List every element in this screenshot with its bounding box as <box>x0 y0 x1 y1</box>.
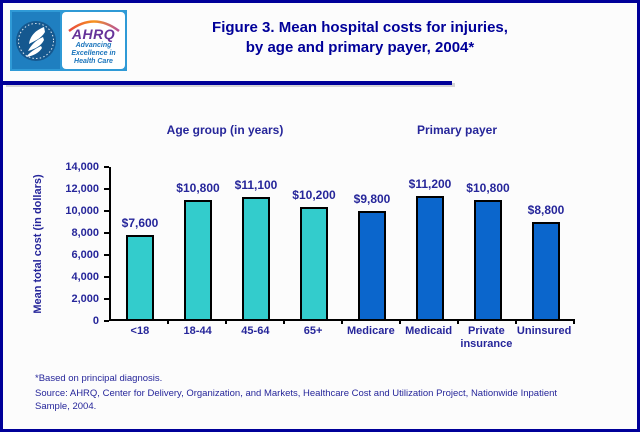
y-tick-label: 14,000 <box>65 161 99 173</box>
x-tick-mark <box>341 319 343 324</box>
x-tick-mark <box>167 319 169 324</box>
bar--18 <box>126 235 154 319</box>
tagline-line: Health Care <box>74 57 113 65</box>
figure-title <box>160 18 560 58</box>
bar-value-label: $11,200 <box>408 177 452 191</box>
footer <box>35 372 595 413</box>
bar-medicaid <box>416 196 444 319</box>
bar-value-label: $10,800 <box>466 181 510 195</box>
header-divider <box>3 81 452 85</box>
tagline-line: Excellence in <box>71 49 116 57</box>
figure-title-line1: Figure 3. Mean hospital costs for injuries, <box>212 19 508 36</box>
group-label-age: Age group (in years) <box>166 123 284 137</box>
x-tick-mark <box>225 319 227 324</box>
y-tick-label: 8,000 <box>71 227 99 239</box>
source-note: Source: AHRQ, Center for Delivery, Organization, and Markets, Healthcare Cost and Utilization Project, Nationwide Inpatient Sample, 2004. <box>35 388 558 412</box>
x-tick-label: Medicaid <box>405 325 453 337</box>
bar-value-label: $10,200 <box>292 188 336 202</box>
bar-value-label: $11,100 <box>234 178 278 192</box>
ahrq-hhs-logo <box>10 10 127 71</box>
x-tick-mark <box>457 319 459 324</box>
ahrq-wordmark: AHRQ <box>71 25 116 42</box>
y-tick-label: 6,000 <box>71 249 99 261</box>
y-tick-mark <box>104 210 109 212</box>
bar-45-64 <box>242 197 270 319</box>
y-tick-label: 4,000 <box>71 271 99 283</box>
bar-medicare <box>358 211 386 319</box>
x-axis-labels <box>111 325 573 351</box>
y-tick-mark <box>104 254 109 256</box>
x-tick-mark <box>515 319 517 324</box>
x-tick-label: 45-64 <box>241 325 270 337</box>
bar-value-label: $10,800 <box>176 181 220 195</box>
y-axis-title: Mean total cost (in dollars) <box>32 174 44 314</box>
y-tick-mark <box>104 298 109 300</box>
x-tick-label: Uninsured <box>516 325 572 337</box>
y-tick-mark <box>104 276 109 278</box>
y-tick-mark <box>104 188 109 190</box>
y-tick-mark <box>104 232 109 234</box>
ahrq-tagline <box>71 42 115 66</box>
plot-area <box>65 161 573 350</box>
hhs-eagle-icon <box>14 17 58 65</box>
x-tick-label: Private insurance <box>460 325 513 350</box>
tagline-line: Advancing <box>75 41 112 49</box>
x-tick-label: Medicare <box>347 325 395 337</box>
bar-18-44 <box>184 200 212 319</box>
figure-title-line2: by age and primary payer, 2004* <box>245 39 475 56</box>
bar-65- <box>300 207 328 319</box>
x-tick-mark <box>283 319 285 324</box>
x-tick-mark <box>573 319 575 324</box>
y-tick-label: 2,000 <box>71 293 99 305</box>
x-tick-label: 65+ <box>303 325 323 337</box>
bar-value-label: $9,800 <box>353 192 391 206</box>
hhs-seal-icon <box>12 12 60 69</box>
group-label-payer: Primary payer <box>416 123 498 137</box>
y-tick-label: 10,000 <box>65 205 99 217</box>
y-tick-label: 0 <box>92 315 99 327</box>
ahrq-panel <box>62 12 125 69</box>
y-tick-mark <box>104 166 109 168</box>
y-tick-mark <box>104 320 109 322</box>
x-tick-label: 18-44 <box>183 325 212 337</box>
x-tick-label: <18 <box>130 325 150 337</box>
bar-private-insurance <box>474 200 502 319</box>
x-tick-mark <box>399 319 401 324</box>
bar-value-label: $8,800 <box>527 203 565 217</box>
bar-value-label: $7,600 <box>121 216 159 230</box>
bar-uninsured <box>532 222 560 319</box>
y-tick-label: 12,000 <box>65 183 99 195</box>
footnote: *Based on principal diagnosis. <box>35 373 163 384</box>
